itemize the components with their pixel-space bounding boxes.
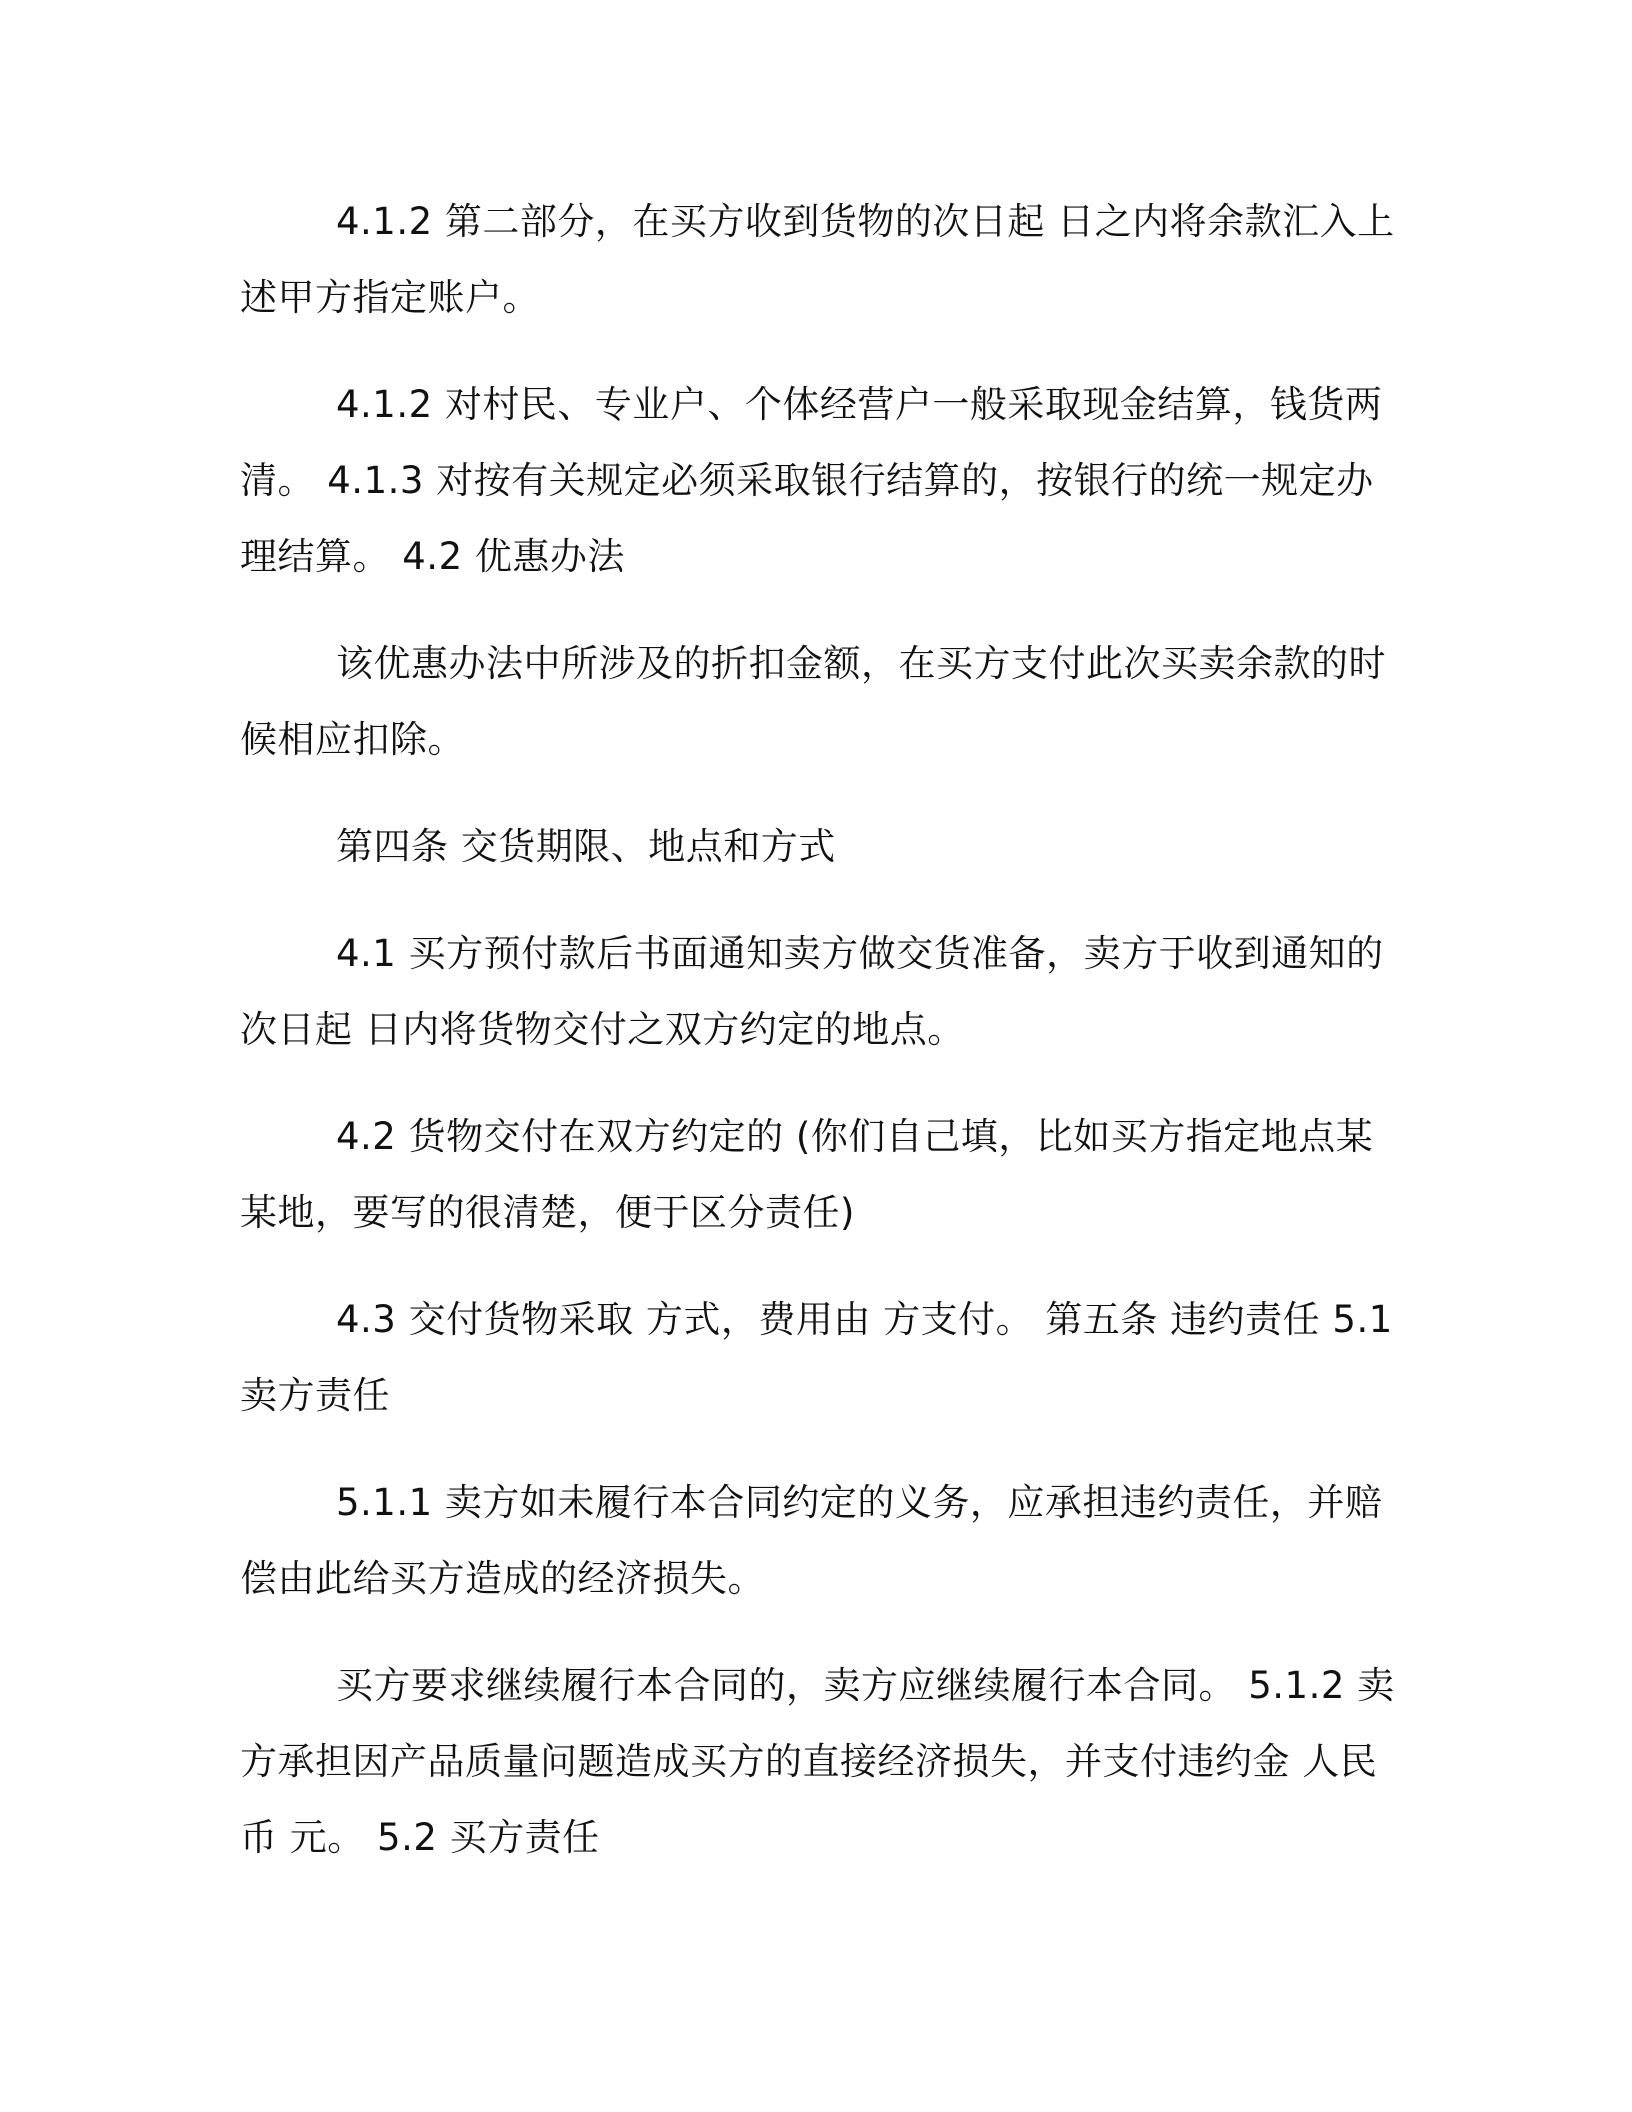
paragraph-payment-second-part: 4.1.2 第二部分，在买方收到货物的次日起 日之内将余款汇入上述甲方指定账户。 — [240, 200, 1395, 319]
paragraph-delivery-location: 4.2 货物交付在双方约定的 (你们自己填，比如买方指定地点某某地，要写的很清楚，便于区分责任) — [240, 1115, 1374, 1234]
paragraph-delivery-method: 4.3 交付货物采取 方式，费用由 方支付。 第五条 违约责任 5.1 卖方责任 — [240, 1298, 1393, 1417]
paragraph-seller-obligation: 5.1.1 卖方如未履行本合同约定的义务，应承担违约责任，并赔偿由此给买方造成的经济损失。 — [240, 1481, 1383, 1600]
paragraph-delivery-notice: 4.1 买方预付款后书面通知卖方做交货准备，卖方于收到通知的次日起 日内将货物交付之双方约定的地点。 — [240, 932, 1384, 1051]
document-body — [240, 184, 1395, 1876]
heading-article-four: 第四条 交货期限、地点和方式 — [336, 825, 836, 868]
paragraph-discount-deduction: 该优惠办法中所涉及的折扣金额，在买方支付此次买卖余款的时候相应扣除。 — [240, 642, 1386, 761]
paragraph-cash-settlement: 4.1.2 对村民、专业户、个体经营户一般采取现金结算，钱货两清。 4.1.3 对按有关规定必须采取银行结算的，按银行的统一规定办理结算。 4.2 优惠办法 — [240, 383, 1383, 578]
paragraph-continue-performance: 买方要求继续履行本合同的，卖方应继续履行本合同。 5.1.2 卖方承担因产品质量问题造成买方的直接经济损失，并支付违约金 人民币 元。 5.2 买方责任 — [240, 1664, 1395, 1859]
